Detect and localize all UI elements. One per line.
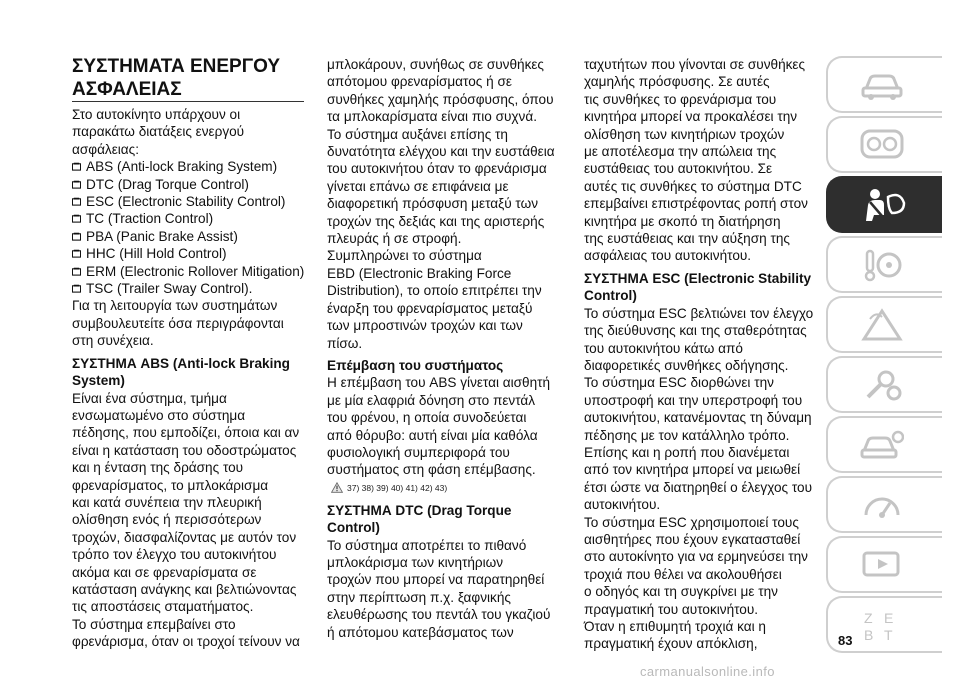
- text-line: και η ένταση της δράσης του: [72, 460, 244, 476]
- text-line: Το σύστημα ESC διορθώνει την: [584, 375, 774, 391]
- system-list: [72, 158, 304, 297]
- intervention-paragraph: [327, 374, 557, 478]
- car-bullet-icon: [72, 249, 81, 258]
- emergency-wrench-icon: [860, 367, 904, 403]
- list-item: [72, 210, 304, 227]
- tab-multimedia[interactable]: [826, 536, 942, 593]
- car-bullet-icon: [72, 284, 81, 293]
- svg-text:E: E: [884, 610, 894, 626]
- tab-instruments[interactable]: [826, 116, 942, 173]
- warning-triangle-icon: [860, 307, 904, 343]
- text-line: φρεναρίσματος, το μπλοκάρισμα: [72, 477, 269, 493]
- dtc-heading: [327, 502, 557, 537]
- text-line: ελευθέρωσης του πεντάλ του γκαζιού: [327, 607, 551, 623]
- text-line: μπλοκάρισμα των κινητήριων: [327, 554, 504, 570]
- text-line: τροχών, διασφαλίζοντας με αυτόν τον: [72, 529, 297, 545]
- text-line: είναι η κατάσταση του οδοστρώματος: [72, 442, 297, 458]
- text-line: συστήματος στη φάση επέμβασης.: [327, 462, 536, 478]
- warning-references-text: 37) 38) 39) 40) 41) 42) 43): [347, 482, 448, 493]
- maintenance-car-icon: [860, 427, 904, 463]
- tab-vehicle[interactable]: [826, 56, 942, 113]
- text-line: Η επέμβαση του ABS γίνεται αισθητή: [327, 375, 551, 391]
- text-line: ενσωματωμένο στο σύστημα: [72, 407, 246, 423]
- car-bullet-icon: [72, 267, 81, 276]
- abs-paragraph: [72, 390, 304, 651]
- list-item: [72, 158, 304, 175]
- safety-seatbelt-airbag-icon: [860, 187, 908, 225]
- text-line: πέδησης με τον κατάλληλο τρόπο.: [584, 427, 790, 443]
- car-bullet-icon: [72, 180, 81, 189]
- tab-technical-data[interactable]: [826, 476, 942, 533]
- text-line: παρακάτω διατάξεις ενεργού: [72, 124, 245, 140]
- text-line: υποστροφή και την υπερστροφή του: [584, 392, 803, 408]
- text-line: πίσω.: [327, 335, 363, 351]
- list-item: [72, 193, 304, 210]
- column-3: [584, 56, 814, 653]
- text-line: πλευράς ή σε στροφή.: [327, 231, 462, 247]
- text-line: μπλοκάρουν, συνήθως σε συνθήκες: [327, 57, 544, 72]
- tab-warnings[interactable]: [826, 296, 942, 353]
- list-item-label: ESC (Electronic Stability Control): [86, 194, 286, 210]
- text-line: δυνατότητα ελέγχου και την ευστάθεια: [327, 144, 555, 160]
- text-line: Για τη λειτουργία των συστημάτων: [72, 298, 278, 314]
- list-item-label: PBA (Panic Brake Assist): [86, 228, 238, 244]
- text-line: τις αποστάσεις σταματήματος.: [72, 599, 254, 615]
- text-line: τροχών της δεξιάς και της αριστερής: [327, 213, 545, 229]
- heading-line: Control): [327, 520, 380, 536]
- dtc-paragraph: [327, 537, 557, 641]
- tab-maintenance[interactable]: [826, 416, 942, 473]
- dashboard-icon: [860, 127, 904, 163]
- warning-references: [327, 481, 557, 495]
- text-line: του αυτοκινήτου όταν το φρενάρισμα: [327, 161, 547, 177]
- text-line: έτσι ώστε να διατηρηθεί ο έλεγχος του: [584, 479, 813, 495]
- heading-line: Control): [584, 288, 637, 304]
- text-line: ή απότομου κατεβάσματος των: [327, 624, 514, 640]
- intro-paragraph: [72, 106, 304, 158]
- text-line: Distribution), το οποίο επιτρέπει την: [327, 283, 542, 299]
- text-line: ταχυτήτων που γίνονται σε συνθήκες: [584, 57, 806, 72]
- list-item: [72, 280, 304, 297]
- text-line: του αυτοκινήτου κάτω από: [584, 340, 743, 356]
- heading-line: ΣΥΣΤΗΜΑ ABS (Anti-lock Braking: [72, 355, 290, 371]
- svg-text:B: B: [864, 627, 874, 643]
- text-line: διαφορετική πρόσφυση μεταξύ των: [327, 196, 538, 212]
- text-line: Το σύστημα επεμβαίνει στο: [72, 616, 236, 632]
- car-icon: [860, 67, 904, 103]
- multimedia-icon: [860, 547, 904, 583]
- abs-continued-paragraph: [327, 56, 557, 352]
- text-line: της ευστάθειας και την αύξηση της: [584, 231, 790, 247]
- text-line: έναρξη του φρεναρίσματος μεταξύ: [327, 300, 533, 316]
- text-line: κινητήρα με σκοπό τη διατήρηση: [584, 213, 781, 229]
- list-item-label: DTC (Drag Torque Control): [86, 176, 249, 192]
- car-bullet-icon: [72, 214, 81, 223]
- usage-paragraph: [72, 297, 304, 349]
- text-line: ακόμα και σε φρεναρίσματα σε: [72, 564, 257, 580]
- text-line: Στο αυτοκίνητο υπάρχουν οι: [72, 107, 241, 122]
- list-item: [72, 263, 304, 280]
- esc-paragraph: [584, 305, 814, 653]
- page-number: 83: [838, 633, 853, 648]
- text-line: επεμβαίνει επιστρέφοντας ροπή στον: [584, 196, 808, 212]
- text-line: απότομου φρεναρίσματος ή σε: [327, 74, 512, 90]
- text-line: διαφορετικές συνθήκες οδήγησης.: [584, 357, 789, 373]
- text-line: της διεύθυνσης και της σταθερότητας: [584, 323, 807, 339]
- text-line: αισθητήρες που έχουν εγκατασταθεί: [584, 531, 801, 547]
- abs-heading: [72, 355, 304, 390]
- index-alphabet-icon: [860, 607, 904, 643]
- intervention-heading: Επέμβαση του συστήματος: [327, 357, 504, 373]
- text-line: συνθήκες χαμηλής πρόσφυσης, όπου: [327, 91, 554, 107]
- text-line: ο οδηγός και τη συγκρίνει με την: [584, 584, 778, 600]
- text-line: Το σύστημα ESC χρησιμοποιεί τους: [584, 514, 799, 530]
- text-line: Το σύστημα αποτρέπει το πιθανό: [327, 537, 527, 553]
- text-line: ολίσθηση των κινητήριων τροχών: [584, 126, 785, 142]
- tab-safety[interactable]: [826, 176, 942, 233]
- svg-text:T: T: [884, 627, 893, 643]
- list-item-label: ABS (Anti-lock Braking System): [86, 159, 278, 175]
- text-line: τροχιά που θέλει να ακολουθήσει: [584, 566, 782, 582]
- tab-starting-driving[interactable]: [826, 236, 942, 293]
- text-line: στη συνέχεια.: [72, 333, 154, 349]
- text-line: από τον κινητήρα μπορεί να μειωθεί: [584, 462, 801, 478]
- text-line: γίνεται επάνω σε επιφάνεια με: [327, 178, 509, 194]
- heading-line: ΣΥΣΤΗΜΑ DTC (Drag Torque: [327, 502, 512, 518]
- warning-triangle-icon: [331, 482, 343, 493]
- esc-heading: [584, 270, 814, 305]
- text-line: Το σύστημα ESC βελτιώνει τον έλεγχο: [584, 305, 814, 321]
- specs-gauge-icon: [860, 487, 904, 523]
- title-divider: [72, 101, 304, 102]
- text-line: πραγματική έχουν απόκλιση,: [584, 636, 758, 652]
- page-title-line: ΣΥΣΤΗΜΑΤΑ ΕΝΕΡΓΟΥ: [72, 56, 281, 77]
- text-line: τροχών που μπορεί να παρατηρηθεί: [327, 572, 545, 588]
- text-line: κατάσταση ανάγκης και βελτιώνοντας: [72, 581, 297, 597]
- text-line: Επίσης και η ροπή που διανέμεται: [584, 444, 790, 460]
- list-item-label: TC (Traction Control): [86, 211, 214, 227]
- text-line: ασφάλειας του αυτοκινήτου.: [584, 248, 752, 264]
- text-line: και κατά συνέπεια την πλευρική: [72, 494, 262, 510]
- text-line: αυτοκινήτου.: [584, 497, 661, 513]
- text-line: στο αυτοκίνητο για να ερμηνεύσει την: [584, 549, 808, 565]
- list-item: [72, 176, 304, 193]
- text-line: φρενάρισμα, όταν οι τροχοί τείνουν να: [72, 634, 300, 650]
- text-line: τα μπλοκαρίσματα είναι πιο συχνά.: [327, 109, 537, 125]
- dtc-continued-paragraph: [584, 56, 814, 265]
- text-line: φυσιολογική συμπεριφορά του: [327, 444, 510, 460]
- text-line: του φρένου, η οποία συνοδεύεται: [327, 410, 527, 426]
- text-line: ευστάθειας του αυτοκινήτου. Σε: [584, 161, 773, 177]
- text-line: Είναι ένα σύστημα, τμήμα: [72, 390, 227, 406]
- tab-emergency[interactable]: [826, 356, 942, 413]
- text-line: με μία ελαφριά δόνηση στο πεντάλ: [327, 392, 536, 408]
- text-line: Όταν η επιθυμητή τροχιά και η: [584, 619, 766, 634]
- svg-text:Z: Z: [864, 610, 873, 626]
- list-item-label: TSC (Trailer Sway Control).: [86, 281, 253, 297]
- page-title: [72, 55, 304, 101]
- car-bullet-icon: [72, 162, 81, 171]
- text-line: αυτές τις συνθήκες το σύστημα DTC: [584, 178, 802, 194]
- text-line: τρόπο τον έλεγχο του αυτοκινήτου: [72, 547, 277, 563]
- text-line: τις συνθήκες το φρενάρισμα του: [584, 91, 777, 107]
- text-line: κινητήρα μπορεί να προκαλέσει την: [584, 109, 798, 125]
- list-item: [72, 245, 304, 262]
- text-line: των μπροστινών τροχών και των: [327, 318, 523, 334]
- heading-line: ΣΥΣΤΗΜΑ ESC (Electronic Stability: [584, 270, 812, 286]
- text-line: ασφάλειας:: [72, 141, 139, 157]
- text-line: στην περίπτωση π.χ. ξαφνικής: [327, 589, 511, 605]
- column-1: [72, 106, 304, 651]
- text-line: αυτοκινήτου, κατανέμοντας τη δύναμη: [584, 410, 812, 426]
- text-line: Συμπληρώνει το σύστημα: [327, 248, 482, 264]
- text-line: πέδησης, που εμποδίζει, όποια και αν: [72, 425, 300, 441]
- list-item: [72, 228, 304, 245]
- car-bullet-icon: [72, 197, 81, 206]
- text-line: χαμηλής πρόσφυσης. Σε αυτές: [584, 74, 770, 90]
- text-line: ολίσθηση ενός ή περισσότερων: [72, 512, 262, 528]
- list-item-label: HHC (Hill Hold Control): [86, 246, 227, 262]
- key-steering-icon: [860, 247, 904, 283]
- car-bullet-icon: [72, 232, 81, 241]
- text-line: από θόρυβο: αυτή είναι μία καθόλα: [327, 427, 538, 443]
- text-line: συμβουλευτείτε όσα περιγράφονται: [72, 315, 284, 331]
- text-line: Το σύστημα αυξάνει επίσης τη: [327, 126, 508, 142]
- list-item-label: ERM (Electronic Rollover Mitigation): [86, 263, 305, 279]
- source-watermark: carmanualsonline.info: [640, 664, 775, 679]
- text-line: με αποτέλεσμα την απώλεια της: [584, 144, 777, 160]
- page-title-line: ΑΣΦΑΛΕΙΑΣ: [72, 79, 182, 100]
- heading-line: System): [72, 373, 125, 389]
- text-line: EBD (Electronic Braking Force: [327, 265, 512, 281]
- text-line: πραγματική του αυτοκινήτου.: [584, 601, 759, 617]
- column-2: [327, 56, 557, 641]
